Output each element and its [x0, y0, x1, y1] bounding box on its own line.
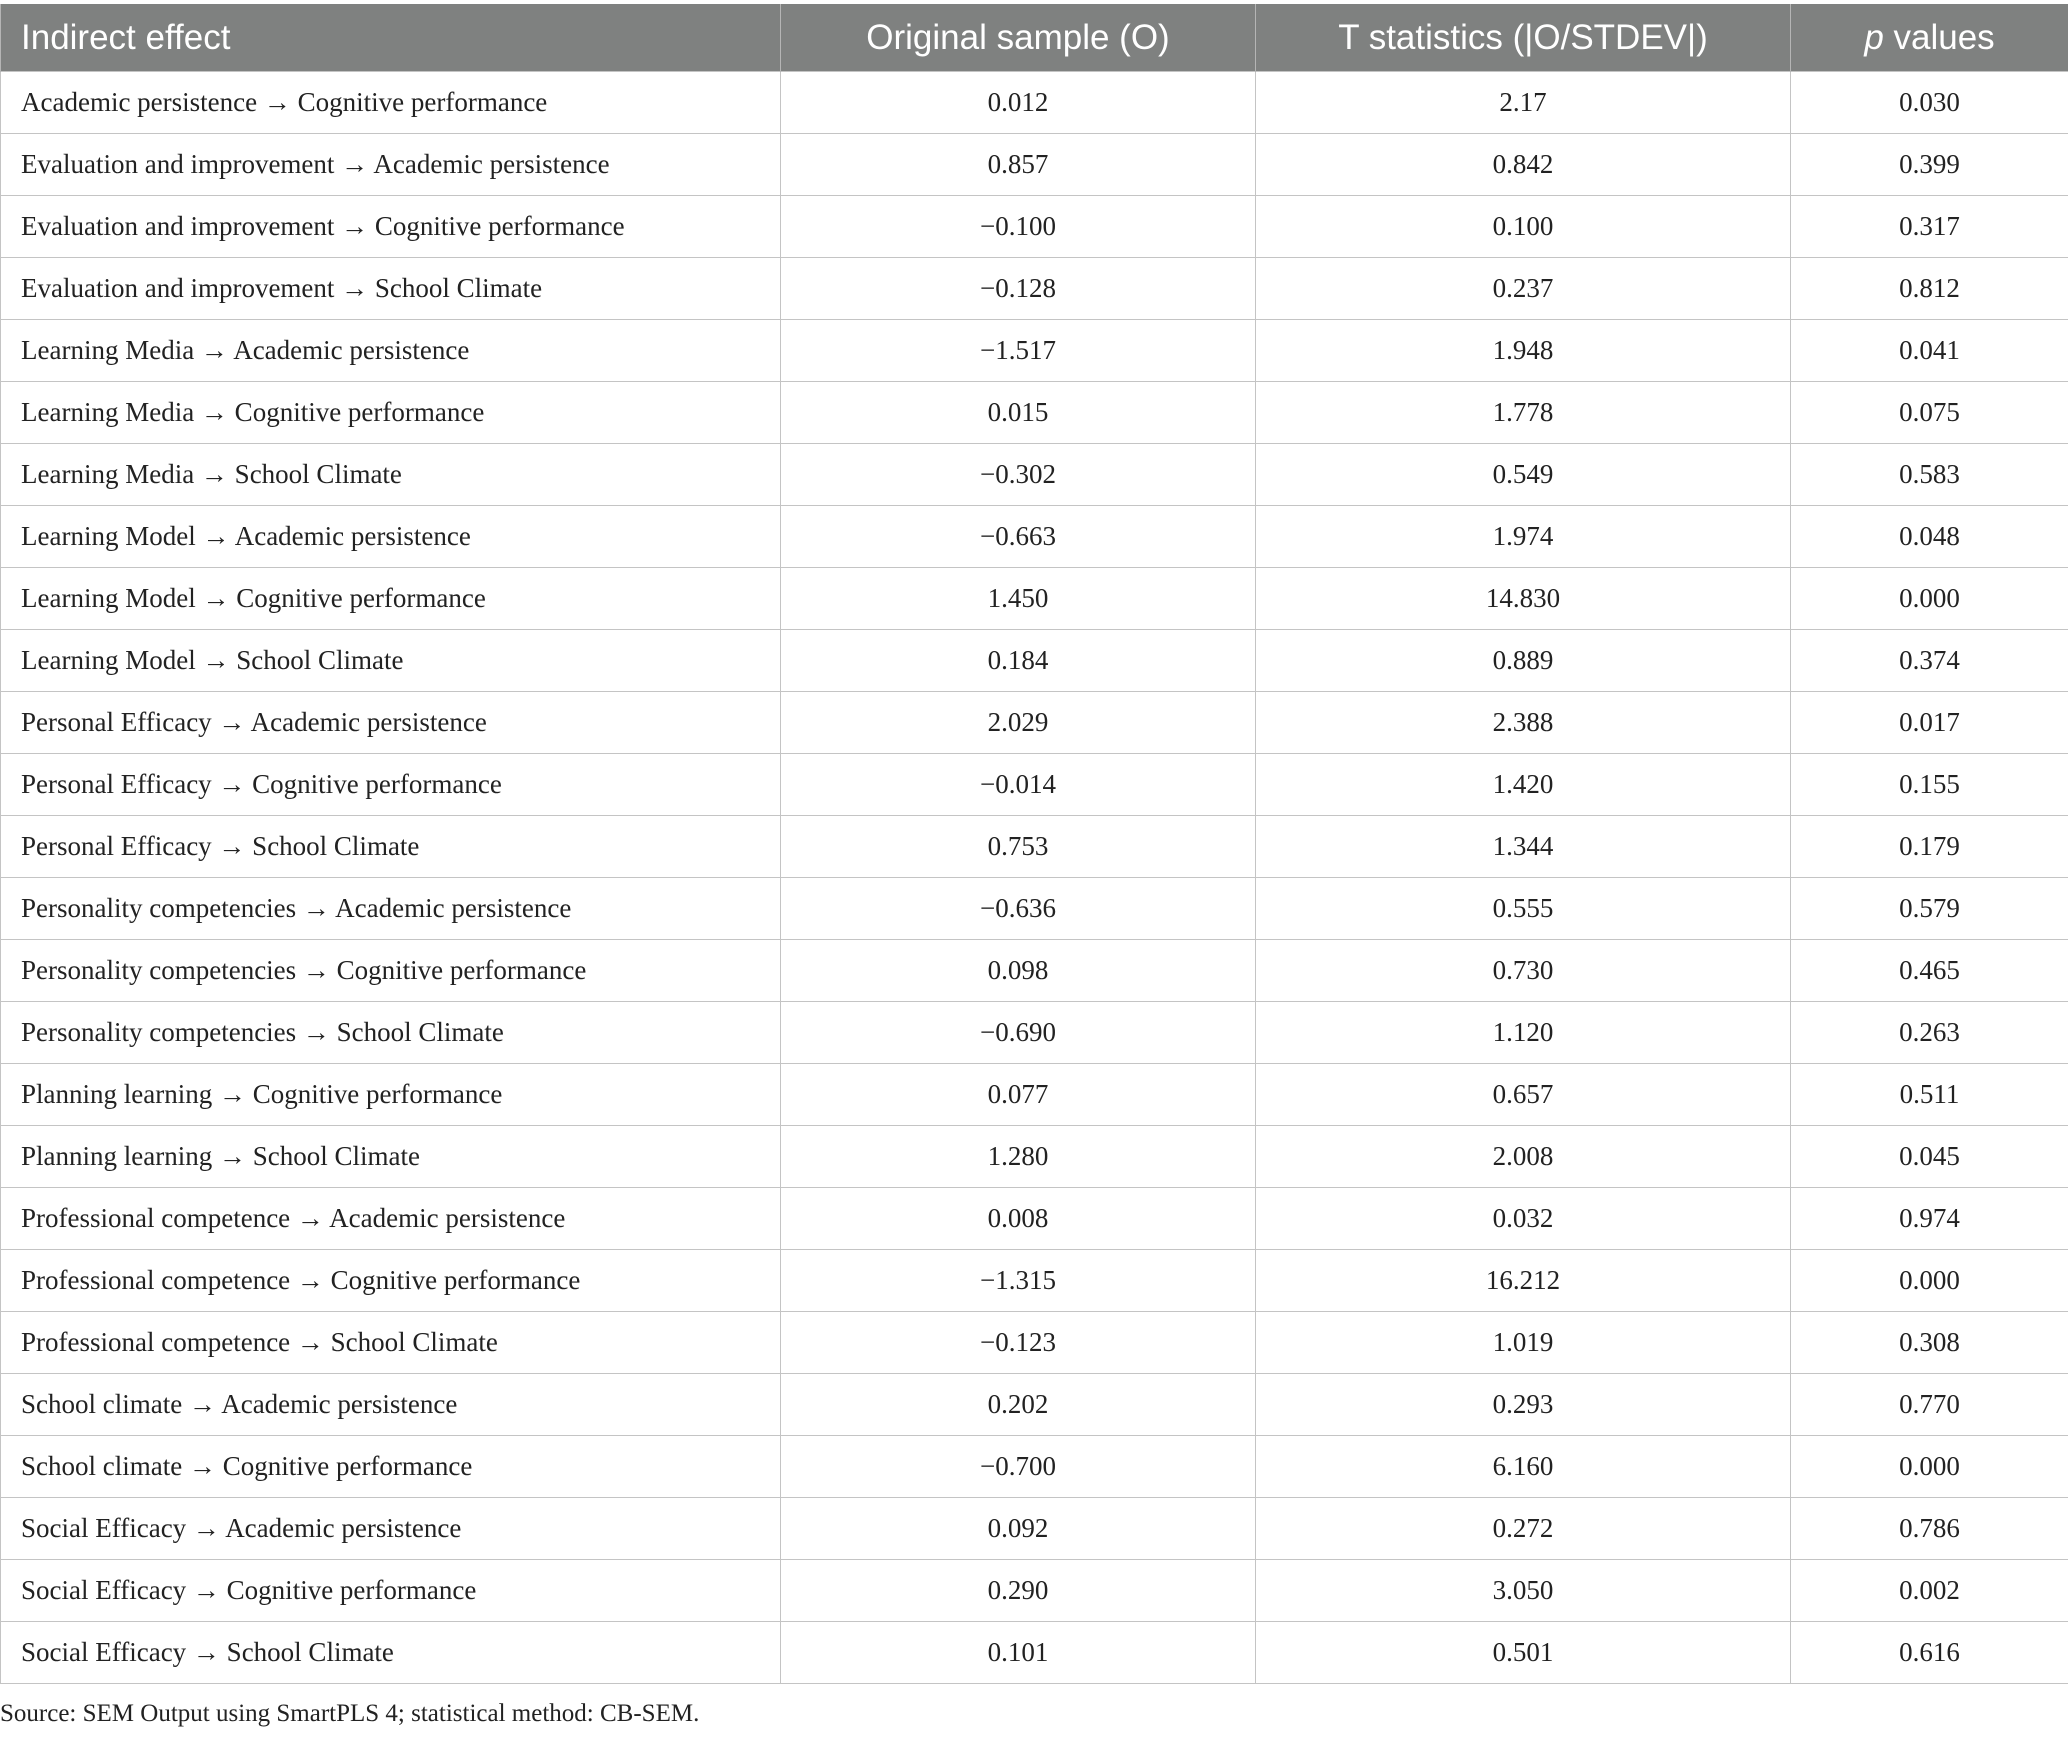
table-row	[1, 1188, 2068, 1250]
cell-indirect-effect: Personality competencies → Academic persistence	[1, 878, 781, 940]
cell-t-statistic: 2.388	[1256, 692, 1791, 754]
table-row	[1, 1374, 2068, 1436]
cell-p-value: 0.048	[1791, 506, 2068, 568]
cell-original-sample: −1.315	[781, 1250, 1256, 1312]
table-row	[1, 630, 2068, 692]
cell-indirect-effect: Personal Efficacy → School Climate	[1, 816, 781, 878]
table-row	[1, 196, 2068, 258]
header-p-rest: values	[1883, 17, 1995, 57]
cell-original-sample: 0.184	[781, 630, 1256, 692]
cell-t-statistic: 0.501	[1256, 1622, 1791, 1684]
cell-p-value: 0.770	[1791, 1374, 2068, 1436]
header-t-statistics: T statistics (|O/STDEV|)	[1256, 4, 1791, 72]
cell-original-sample: 0.857	[781, 134, 1256, 196]
cell-indirect-effect: Evaluation and improvement → Cognitive performance	[1, 196, 781, 258]
table-row	[1, 1002, 2068, 1064]
cell-t-statistic: 14.830	[1256, 568, 1791, 630]
cell-original-sample: −0.663	[781, 506, 1256, 568]
cell-indirect-effect: Professional competence → School Climate	[1, 1312, 781, 1374]
cell-t-statistic: 0.100	[1256, 196, 1791, 258]
cell-indirect-effect: Learning Media → Cognitive performance	[1, 382, 781, 444]
cell-p-value: 0.974	[1791, 1188, 2068, 1250]
cell-p-value: 0.041	[1791, 320, 2068, 382]
table-row	[1, 1312, 2068, 1374]
table-row	[1, 1064, 2068, 1126]
header-original-sample: Original sample (O)	[781, 4, 1256, 72]
cell-p-value: 0.000	[1791, 1250, 2068, 1312]
header-p-values	[1791, 4, 2068, 72]
cell-original-sample: −0.014	[781, 754, 1256, 816]
cell-indirect-effect: Professional competence → Cognitive performance	[1, 1250, 781, 1312]
header-p-italic: p	[1864, 17, 1884, 57]
cell-t-statistic: 1.948	[1256, 320, 1791, 382]
indirect-effects-table	[0, 4, 2068, 1684]
cell-indirect-effect: School climate → Cognitive performance	[1, 1436, 781, 1498]
table-row	[1, 258, 2068, 320]
cell-t-statistic: 0.657	[1256, 1064, 1791, 1126]
cell-t-statistic: 0.272	[1256, 1498, 1791, 1560]
cell-p-value: 0.308	[1791, 1312, 2068, 1374]
cell-p-value: 0.155	[1791, 754, 2068, 816]
cell-original-sample: 0.077	[781, 1064, 1256, 1126]
cell-t-statistic: 1.120	[1256, 1002, 1791, 1064]
table-row	[1, 816, 2068, 878]
cell-original-sample: 0.202	[781, 1374, 1256, 1436]
cell-indirect-effect: Social Efficacy → Cognitive performance	[1, 1560, 781, 1622]
cell-p-value: 0.579	[1791, 878, 2068, 940]
cell-indirect-effect: Professional competence → Academic persistence	[1, 1188, 781, 1250]
table-row	[1, 134, 2068, 196]
cell-t-statistic: 0.555	[1256, 878, 1791, 940]
table-row	[1, 1126, 2068, 1188]
cell-t-statistic: 0.032	[1256, 1188, 1791, 1250]
cell-p-value: 0.616	[1791, 1622, 2068, 1684]
table-row	[1, 692, 2068, 754]
cell-original-sample: 1.450	[781, 568, 1256, 630]
table-row	[1, 1250, 2068, 1312]
cell-p-value: 0.399	[1791, 134, 2068, 196]
cell-indirect-effect: Personality competencies → School Climate	[1, 1002, 781, 1064]
table-header-row	[1, 4, 2068, 72]
cell-indirect-effect: Academic persistence → Cognitive performance	[1, 72, 781, 134]
cell-t-statistic: 3.050	[1256, 1560, 1791, 1622]
cell-indirect-effect: Planning learning → Cognitive performance	[1, 1064, 781, 1126]
cell-original-sample: −0.700	[781, 1436, 1256, 1498]
cell-p-value: 0.583	[1791, 444, 2068, 506]
cell-indirect-effect: Planning learning → School Climate	[1, 1126, 781, 1188]
table-body	[1, 72, 2068, 1684]
cell-t-statistic: 0.293	[1256, 1374, 1791, 1436]
cell-t-statistic: 2.008	[1256, 1126, 1791, 1188]
cell-t-statistic: 0.549	[1256, 444, 1791, 506]
cell-p-value: 0.179	[1791, 816, 2068, 878]
table-row	[1, 506, 2068, 568]
cell-original-sample: 0.098	[781, 940, 1256, 1002]
indirect-effects-table-container	[0, 4, 2068, 1684]
cell-indirect-effect: Learning Media → Academic persistence	[1, 320, 781, 382]
table-row	[1, 1560, 2068, 1622]
cell-t-statistic: 16.212	[1256, 1250, 1791, 1312]
cell-t-statistic: 1.344	[1256, 816, 1791, 878]
source-note: Source: SEM Output using SmartPLS 4; statistical method: CB-SEM.	[0, 1700, 700, 1727]
table-row	[1, 940, 2068, 1002]
cell-t-statistic: 1.019	[1256, 1312, 1791, 1374]
cell-indirect-effect: Learning Media → School Climate	[1, 444, 781, 506]
table-row	[1, 320, 2068, 382]
cell-original-sample: −0.636	[781, 878, 1256, 940]
cell-t-statistic: 0.842	[1256, 134, 1791, 196]
cell-p-value: 0.317	[1791, 196, 2068, 258]
cell-original-sample: −0.302	[781, 444, 1256, 506]
cell-original-sample: −0.690	[781, 1002, 1256, 1064]
table-row	[1, 1436, 2068, 1498]
cell-t-statistic: 2.17	[1256, 72, 1791, 134]
cell-t-statistic: 1.778	[1256, 382, 1791, 444]
cell-original-sample: 0.015	[781, 382, 1256, 444]
cell-original-sample: 1.280	[781, 1126, 1256, 1188]
table-row	[1, 444, 2068, 506]
cell-t-statistic: 1.420	[1256, 754, 1791, 816]
cell-original-sample: −0.123	[781, 1312, 1256, 1374]
cell-indirect-effect: Social Efficacy → Academic persistence	[1, 1498, 781, 1560]
cell-original-sample: −0.128	[781, 258, 1256, 320]
cell-original-sample: 0.008	[781, 1188, 1256, 1250]
cell-t-statistic: 0.889	[1256, 630, 1791, 692]
table-row	[1, 382, 2068, 444]
cell-indirect-effect: Evaluation and improvement → School Climate	[1, 258, 781, 320]
cell-t-statistic: 0.237	[1256, 258, 1791, 320]
cell-p-value: 0.030	[1791, 72, 2068, 134]
cell-indirect-effect: Evaluation and improvement → Academic persistence	[1, 134, 781, 196]
cell-indirect-effect: Learning Model → Academic persistence	[1, 506, 781, 568]
cell-t-statistic: 1.974	[1256, 506, 1791, 568]
table-row	[1, 72, 2068, 134]
cell-p-value: 0.000	[1791, 1436, 2068, 1498]
cell-original-sample: 0.092	[781, 1498, 1256, 1560]
cell-p-value: 0.374	[1791, 630, 2068, 692]
cell-indirect-effect: Personality competencies → Cognitive performance	[1, 940, 781, 1002]
cell-original-sample: −1.517	[781, 320, 1256, 382]
cell-t-statistic: 6.160	[1256, 1436, 1791, 1498]
table-row	[1, 754, 2068, 816]
cell-indirect-effect: Personal Efficacy → Cognitive performance	[1, 754, 781, 816]
cell-original-sample: 0.753	[781, 816, 1256, 878]
cell-indirect-effect: Social Efficacy → School Climate	[1, 1622, 781, 1684]
cell-t-statistic: 0.730	[1256, 940, 1791, 1002]
cell-original-sample: 0.012	[781, 72, 1256, 134]
cell-p-value: 0.002	[1791, 1560, 2068, 1622]
cell-p-value: 0.000	[1791, 568, 2068, 630]
cell-indirect-effect: School climate → Academic persistence	[1, 1374, 781, 1436]
cell-original-sample: 0.101	[781, 1622, 1256, 1684]
cell-original-sample: 0.290	[781, 1560, 1256, 1622]
cell-p-value: 0.465	[1791, 940, 2068, 1002]
cell-p-value: 0.045	[1791, 1126, 2068, 1188]
cell-p-value: 0.017	[1791, 692, 2068, 754]
header-indirect-effect: Indirect effect	[1, 4, 781, 72]
cell-p-value: 0.786	[1791, 1498, 2068, 1560]
cell-p-value: 0.075	[1791, 382, 2068, 444]
cell-p-value: 0.812	[1791, 258, 2068, 320]
table-row	[1, 568, 2068, 630]
cell-original-sample: 2.029	[781, 692, 1256, 754]
cell-p-value: 0.511	[1791, 1064, 2068, 1126]
table-row	[1, 1622, 2068, 1684]
cell-indirect-effect: Learning Model → Cognitive performance	[1, 568, 781, 630]
cell-indirect-effect: Personal Efficacy → Academic persistence	[1, 692, 781, 754]
cell-original-sample: −0.100	[781, 196, 1256, 258]
table-row	[1, 1498, 2068, 1560]
cell-p-value: 0.263	[1791, 1002, 2068, 1064]
cell-indirect-effect: Learning Model → School Climate	[1, 630, 781, 692]
table-row	[1, 878, 2068, 940]
